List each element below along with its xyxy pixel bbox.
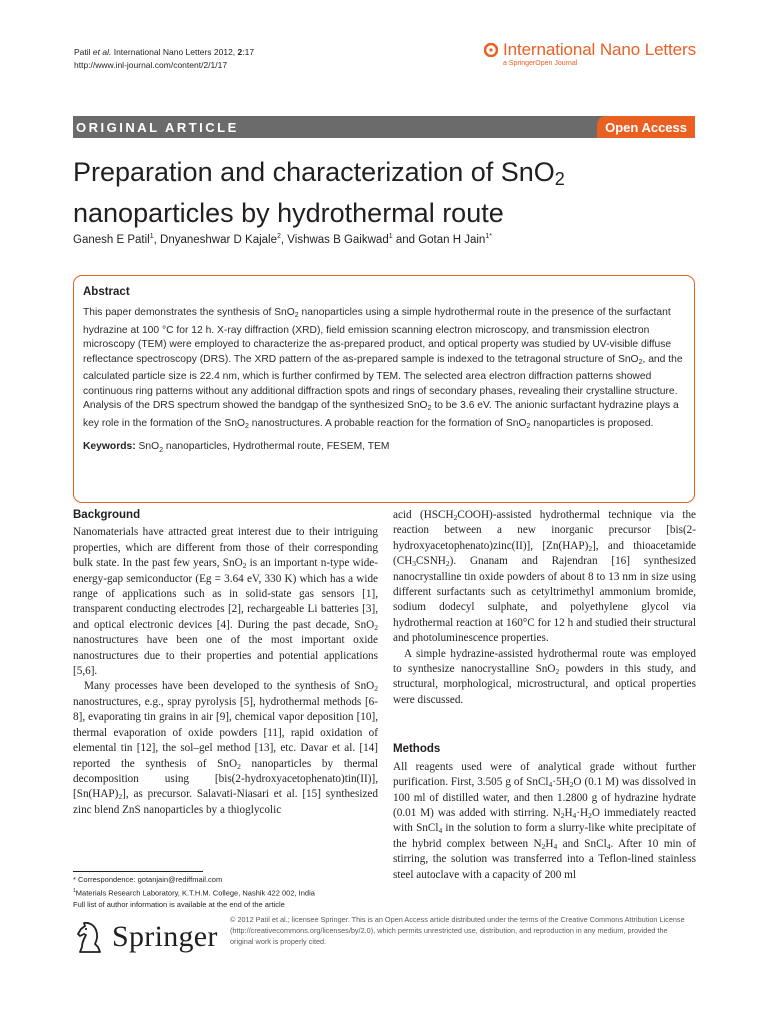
author-list: Ganesh E Patil$^1$, Dnyaneshwar D Kajale$^2$, Vishwas B Gaikwad$^1$ and Gotan H Jain$^{1*}$ [73,233,492,246]
journal-brand[interactable] [484,40,696,67]
author[interactable]: Ganesh E Patil [73,233,150,246]
article-url[interactable]: http://www.inl-journal.com/content/2/1/17 [74,60,228,70]
footnote [73,874,315,910]
article-title: Preparation and characterization of SnO$_2$ nanoparticles by hydrothermal route [73,157,565,228]
springer-logo[interactable] [74,920,218,954]
open-access-badge[interactable]: Open Access [597,116,695,138]
citation-header [74,46,254,72]
section-heading-background: Background [73,509,141,521]
keywords: Keywords: SnO$_2$ nanoparticles, Hydrothermal route, FESEM, TEM [83,441,390,455]
citation-line: Patil et al. International Nano Letters 2012, 2:17 [74,47,255,57]
chess-knight-icon [74,920,106,954]
author-info-note: Full list of author information is available at the end of the article [73,899,285,909]
abstract-text: This paper demonstrates the synthesis of SnO$_2$ nanoparticles using a simple hydrothermal route in the presence of the surfactant hydrazine at 100 °C for 12 h. X-ray diffraction (XRD), field emission scanning electron microscopy, and transmission electron microscopy (TEM) were employed to characterize the as-prepared product, and optical property was studied by UV-visible diffuse reflectance spectroscopy (DRS). The XRD pattern of the as-prepared sample is indexed to the tetragonal structure of SnO$_2$, and the calculated particle size is 22.4 nm, which is further confirmed by TEM. The selected area electron diffraction patterns showed continuous ring patterns without any additional diffraction spots and rings of secondary phases, revealing their crystalline structure. Analysis of the DRS spectrum showed the bandgap of the synthesized SnO$_2$ to be 3.6 eV. The anionic surfactant hydrazine plays a key role in the formation of the SnO$_2$ nanostructures. A probable reaction for the formation of SnO$_2$ nanoparticles is proposed. [83,307,683,430]
left-column [73,508,378,818]
article-type: ORIGINAL ARTICLE [76,119,239,135]
abstract-box [73,275,695,503]
journal-logo-icon [484,43,498,57]
article-type-bar [73,116,695,138]
paragraph: All reagents used were of analytical grade without further purification. First, 3.505 g of $SnCl_4\cdot 5H_2O$ (0.1 M) was dissolved in 100 ml of distilled water, and then 1.2800 g of hydrazine hydrate (0.01 M) was added with stirring. $N_2H_4\cdot H_2O$ immediately reacted with SnCl$_4$ in the solution to form a slurry-like white precipitate of the hybrid complex between $N_2H_4$ and SnCl$_4$. After 10 min of stirring, the solution was transferred into a Teflon-lined stainless steel autoclave with a capacity of 200 ml [393,760,697,881]
correspondence[interactable]: * Correspondence: gotanjain@rediffmail.com [73,875,223,884]
paragraph: Nanomaterials have attracted great interest due to their intriguing properties, which are different from those of their corresponding bulk state. In the past few years, SnO$_2$ is an important n-type wide-energy-gap semiconductor (Eg = 3.64 eV, 330 K) which has a wide range of applications such as in solid-state gas sensors [1], transparent conducting electrodes [2], rechargeable Li batteries [3], and optical electronic devices [4]. During the past decade, SnO$_2$ nanostructures have been one of the most important oxide nanostructures due to their properties and potential applications [5,6]. [73,526,378,678]
author[interactable]: , Vishwas B Gaikwad [280,233,389,246]
author[interactable]: , Dnyaneshwar D Kajale [153,233,277,246]
footnote-rule [73,871,203,872]
abstract-heading: Abstract [83,286,130,298]
paragraph: acid $(HSCH_2COOH)$-assisted hydrothermal technique via the reaction between a new inorganic precursor [bis(2-hydroxyacetophenato)zinc(II)], $[Zn(HAP)_2]$, and thioacetamide $(CH_3CSNH_2)$. Gnanam and Rajendran [16] synthesized nanocrystalline tin oxide powders of about 8 to 13 nm in size using different surfactants such as cetyltrimethyl ammonium bromide, sodium dodecyl sulphate, and polyethylene glycol via hydrothermal reaction at 160°C for 12 h and studied their structural and photoluminescence properties. [393,509,697,645]
affiliation: $^1$Materials Research Laboratory, K.T.H.M. College, Nashik 422 002, India [73,887,315,897]
journal-name: International Nano Letters [502,40,696,59]
journal-subtitle: a SpringerOpen Journal [502,60,578,67]
license-text: © 2012 Patil et al.; licensee Springer. This is an Open Access article distributed under the terms of the Creative Commons Attribution License (http://creativecommons.org/licenses/by/2.0), which permits unrestricted use, distribution, and reproduction in any medium, provided the original work is properly cited. [230,915,685,946]
section-heading-methods: Methods [393,743,441,756]
paragraph: A simple hydrazine-assisted hydrothermal route was employed to synthesize nanocrystalline SnO$_2$ powders in this study, and structural, morphological, microstructural, and optical properties were discussed. [393,647,696,706]
author[interactable]: and Gotan H Jain [392,233,486,246]
paragraph: Many processes have been developed to the synthesis of SnO$_2$ nanostructures, e.g., spray pyrolysis [5], hydrothermal methods [6-8], evaporating tin grains in air [9], chemical vapor deposition [10], thermal evaporation of oxide powders [11], rapid oxidation of elemental tin [12], the sol–gel method [13], etc. Davar et al. [14] reported the synthesis of SnO$_2$ nanoparticles by thermal decomposition using [bis(2-hydroxyacetophenato)tin(II)], $[Sn(HAP)_2]$, as precursor. Salavati-Niasari et al. [15] synthesized zinc blend ZnS nanoparticles by a thioglycolic [73,680,378,816]
right-column [393,508,696,883]
springer-wordmark: Springer [112,920,218,953]
